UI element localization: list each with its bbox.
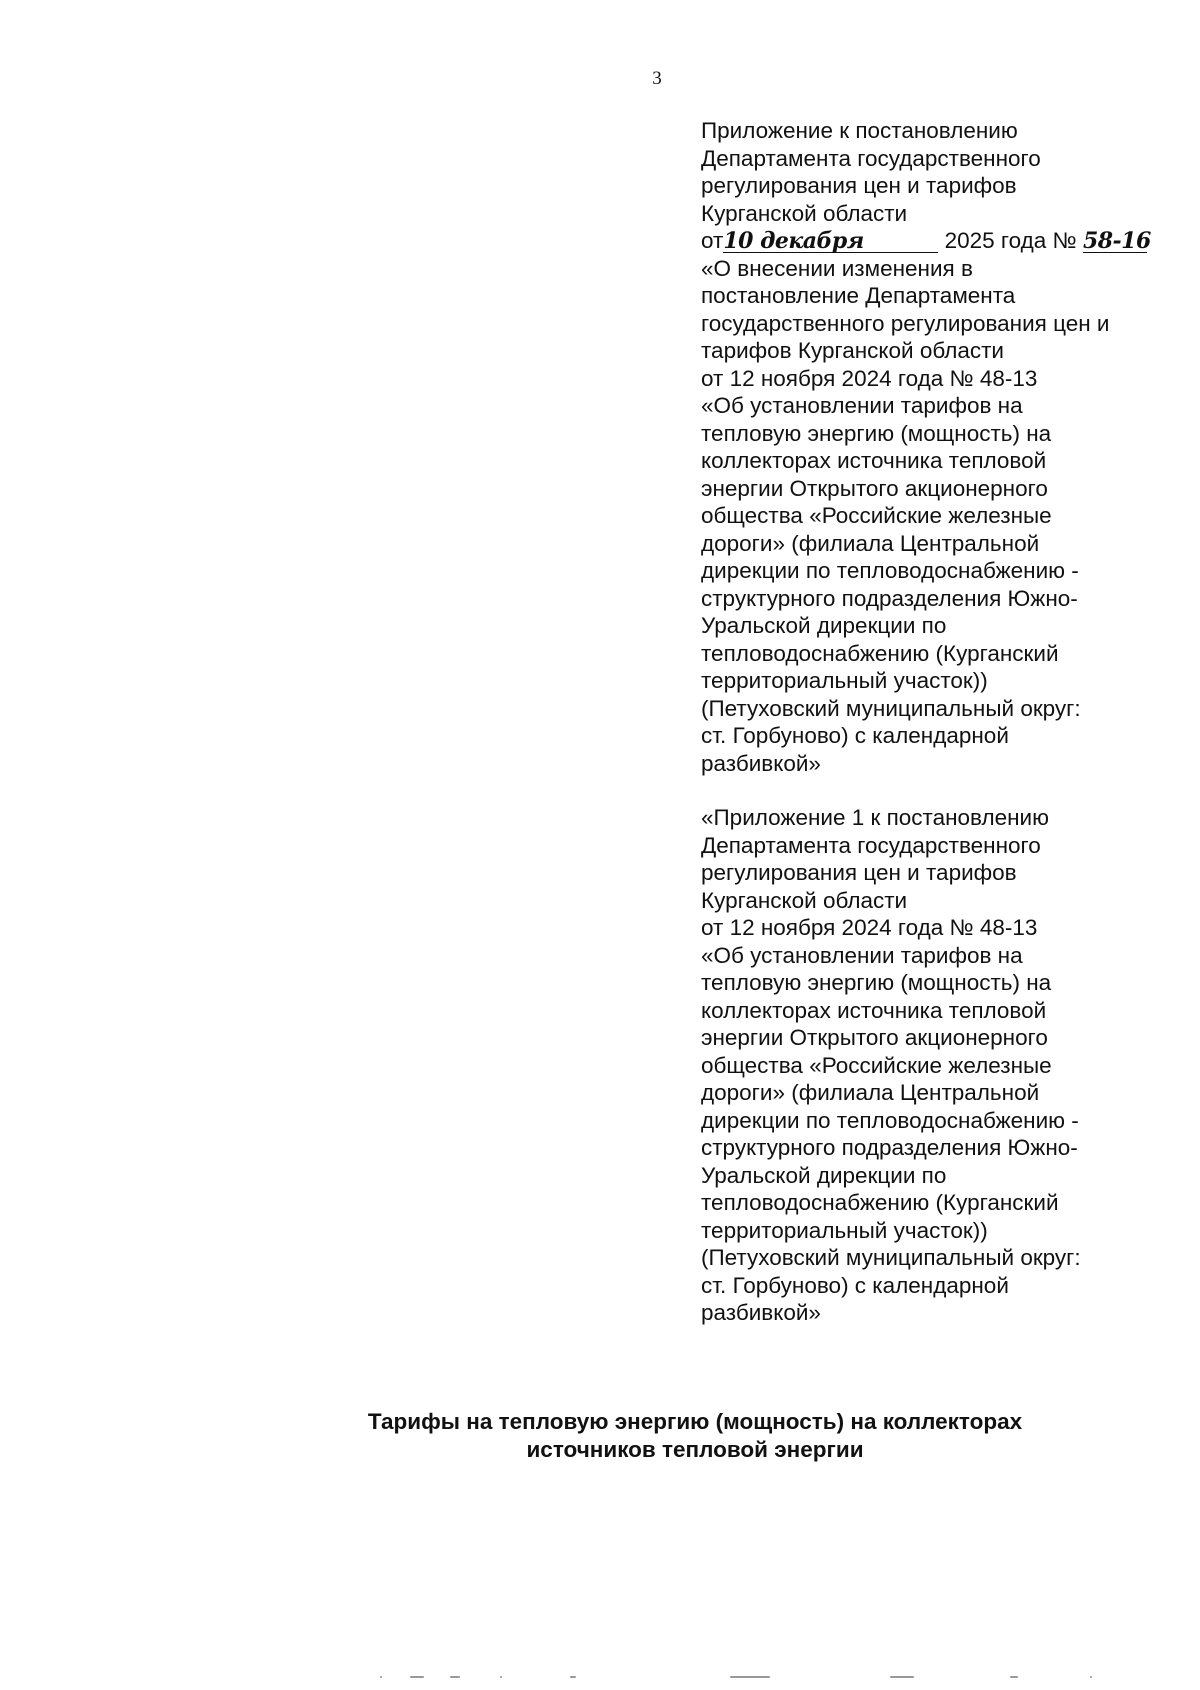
header-line: Уральской дирекции по (701, 1162, 947, 1188)
header-line: энергии Открытого акционерного (701, 1025, 1048, 1050)
handwritten-date: 10 декабря (723, 230, 938, 253)
header-line: Департамента государственного (701, 145, 1041, 171)
header-line: тепловодоснабжению (Курганский (701, 1190, 1059, 1215)
header-line: «Об установлении тарифов на (701, 942, 1023, 968)
scan-speck (450, 1676, 460, 1678)
date-line (701, 227, 1171, 255)
header-line: регулирования цен и тарифов (701, 860, 1017, 885)
header-line: (Петуховский муниципальный округ: (701, 1245, 1081, 1270)
header-line: тепловодоснабжению (Курганский (701, 640, 1059, 666)
header-line: дороги» (филиала Центральной (701, 530, 1040, 556)
header-line: постановление Департамента (701, 283, 1016, 308)
scan-speck (730, 1676, 770, 1678)
header-line: территориальный участок)) (701, 1217, 988, 1243)
appendix-1-header (701, 804, 1171, 1327)
header-line: государственного регулирования цен и (701, 310, 1110, 336)
header-line: разбивкой» (701, 1300, 821, 1325)
header-line: разбивкой» (701, 750, 821, 776)
header-line: дороги» (филиала Центральной (701, 1080, 1040, 1105)
scan-speck (410, 1676, 424, 1678)
appendix-header (701, 117, 1171, 777)
document-title (300, 1408, 1090, 1464)
date-prefix: от (701, 228, 724, 253)
scan-speck (500, 1676, 502, 1678)
header-line: территориальный участок)) (701, 668, 988, 693)
scan-speck (380, 1676, 382, 1678)
header-line: структурного подразделения Южно- (701, 585, 1078, 611)
title-line-1: Тарифы на тепловую энергию (мощность) на коллекторах (367, 1409, 1023, 1434)
header-line: «Об установлении тарифов на (701, 393, 1023, 418)
page-number: 3 (652, 68, 662, 89)
header-line: тарифов Курганской области (701, 338, 1004, 363)
header-line: общества «Российские железные (701, 1052, 1052, 1078)
header-line: коллекторах источника тепловой (701, 448, 1047, 473)
header-line: коллекторах источника тепловой (701, 997, 1047, 1023)
header-line: Департамента государственного (701, 832, 1041, 858)
header-line: ст. Горбуново) с календарной (701, 1272, 1009, 1298)
header-line: структурного подразделения Южно- (701, 1135, 1078, 1160)
title-line-2: источников тепловой энергии (526, 1437, 864, 1462)
header-line: регулирования цен и тарифов (701, 173, 1017, 198)
header-line: дирекции по тепловодоснабжению - (701, 558, 1079, 583)
scan-speck (570, 1676, 576, 1678)
header-line: Курганской области (701, 200, 908, 226)
header-line: от 12 ноября 2024 года № 48-13 (701, 365, 1038, 391)
header-line: дирекции по тепловодоснабжению - (701, 1107, 1079, 1133)
header-line: Курганской области (701, 887, 908, 913)
header-line: энергии Открытого акционерного (701, 475, 1048, 501)
header-line: «О внесении изменения в (701, 255, 973, 281)
header-line: тепловую энергию (мощность) на (701, 970, 1052, 995)
header-line: ст. Горбуново) с календарной (701, 723, 1009, 748)
handwritten-number: 58-16 (1082, 228, 1151, 254)
header-line: Приложение к постановлению (701, 118, 1018, 143)
header-line: Уральской дирекции по (701, 613, 947, 638)
header-line: тепловую энергию (мощность) на (701, 420, 1052, 446)
header-line: общества «Российские железные (701, 503, 1052, 528)
scan-speck (1090, 1676, 1092, 1678)
scan-speck (890, 1676, 914, 1678)
scan-speck (1010, 1676, 1018, 1678)
year-text: 2025 года № (944, 228, 1077, 253)
scan-artifacts (370, 1676, 1170, 1679)
header-line: от 12 ноября 2024 года № 48-13 (701, 915, 1038, 940)
header-line: (Петуховский муниципальный округ: (701, 695, 1081, 721)
header-line: «Приложение 1 к постановлению (701, 805, 1049, 830)
